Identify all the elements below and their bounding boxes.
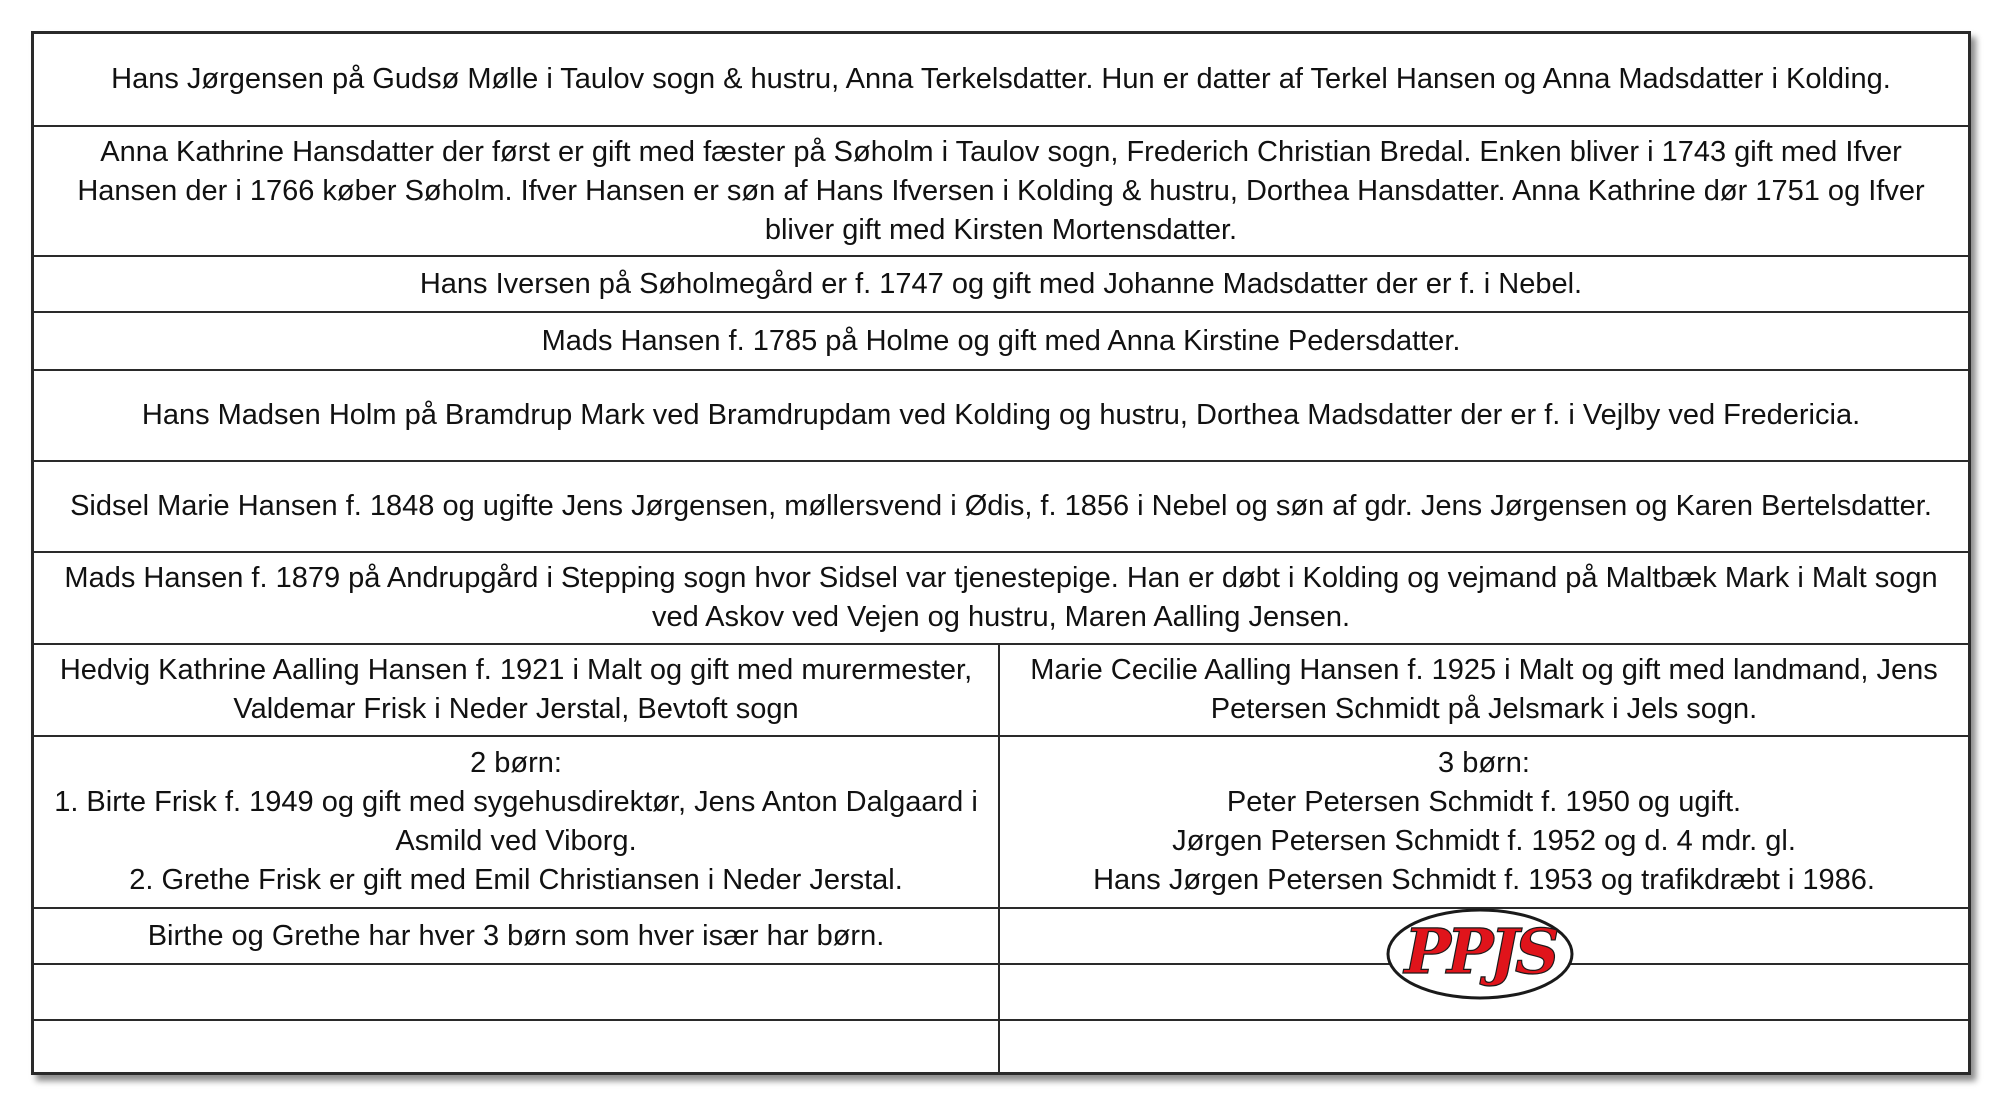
list-item: Jørgen Petersen Schmidt f. 1952 og d. 4 mdr. gl.: [1172, 825, 1796, 857]
table-cell: Hans Iversen på Søholmegård er f. 1747 og gift med Johanne Madsdatter der er f. i Nebel.: [419, 267, 1583, 300]
genealogy-table: [31, 31, 1971, 1075]
list-item: 1. Birte Frisk f. 1949 og gift med sygehusdirektør, Jens Anton Dalgaard i Asmild ved Viborg.: [54, 786, 978, 857]
table-cell: Sidsel Marie Hansen f. 1848 og ugifte Jens Jørgensen, møllersvend i Ødis, f. 1856 i Nebel og søn af gdr. Jens Jørgensen og Karen Bertelsdatter.: [70, 490, 1932, 522]
left-note-cell: Birthe og Grethe har hver 3 børn som hver især har børn.: [34, 909, 1000, 963]
empty-row: [34, 965, 1968, 1021]
right-children-cell: [1000, 737, 1968, 907]
children-row: [34, 737, 1968, 909]
left-children-cell: [34, 737, 1000, 907]
table-row: [34, 553, 1968, 645]
table-row: [34, 462, 1968, 553]
table-cell: Anna Kathrine Hansdatter der først er gift med fæster på Søholm i Taulov sogn, Frederich Christian Bredal. Enken bliver i 1743 gift med Ifver Hansen der i 1766 køber Søholm. Ifver Hansen er søn af Hans Ifversen i Kolding & hustru, Dorthea Hansdatter. Anna Kathrine dør 1751 og Ifver bliver gift med Kirsten Mortensdatter.: [77, 135, 1925, 246]
table-row: [34, 257, 1968, 313]
table-cell: Hans Jørgensen på Gudsø Mølle i Taulov sogn & hustru, Anna Terkelsdatter. Hun er datter af Terkel Hansen og Anna Madsdatter i Kolding.: [111, 63, 1891, 95]
right-spouse-cell: Marie Cecilie Aalling Hansen f. 1925 i Malt og gift med landmand, Jens Petersen Schmidt på Jelsmark i Jels sogn.: [1030, 654, 1938, 725]
table-cell: Mads Hansen f. 1785 på Holme og gift med Anna Kirstine Pedersdatter.: [541, 324, 1461, 357]
children-list: [1093, 744, 1875, 900]
table-row: [34, 313, 1968, 371]
left-spouse-cell: Hedvig Kathrine Aalling Hansen f. 1921 i Malt og gift med murermester, Valdemar Frisk i Neder Jerstal, Bevtoft sogn: [34, 645, 1000, 735]
ppjs-logo: [1383, 898, 1577, 1010]
table-row: [34, 127, 1968, 257]
list-item: Peter Petersen Schmidt f. 1950 og ugift.: [1226, 786, 1742, 818]
children-heading: 2 børn:: [470, 747, 562, 779]
list-item: 2. Grethe Frisk er gift med Emil Christiansen i Neder Jerstal.: [129, 864, 903, 896]
table-cell: Mads Hansen f. 1879 på Andrupgård i Stepping sogn hvor Sidsel var tjenestepige. Han er døbt i Kolding og vejmand på Maltbæk Mark i Malt sogn ved Askov ved Vejen og hustru, Maren Aalling Jensen.: [64, 562, 1938, 633]
children-list: [48, 744, 984, 900]
note-row: [34, 909, 1968, 965]
empty-row: [34, 1021, 1968, 1072]
spouse-row: [34, 645, 1968, 737]
empty-cell: [34, 1021, 1000, 1072]
table-cell: Hans Madsen Holm på Bramdrup Mark ved Bramdrupdam ved Kolding og hustru, Dorthea Madsdatter der er f. i Vejlby ved Fredericia.: [141, 399, 1861, 431]
logo-text: PPJS: [1404, 915, 1556, 988]
empty-cell: [1000, 1021, 1968, 1072]
table-row: [34, 371, 1968, 462]
table-row: [34, 34, 1968, 127]
list-item: Hans Jørgen Petersen Schmidt f. 1953 og trafikdræbt i 1986.: [1093, 864, 1875, 896]
children-heading: 3 børn:: [1438, 747, 1530, 779]
empty-cell: [34, 965, 1000, 1019]
